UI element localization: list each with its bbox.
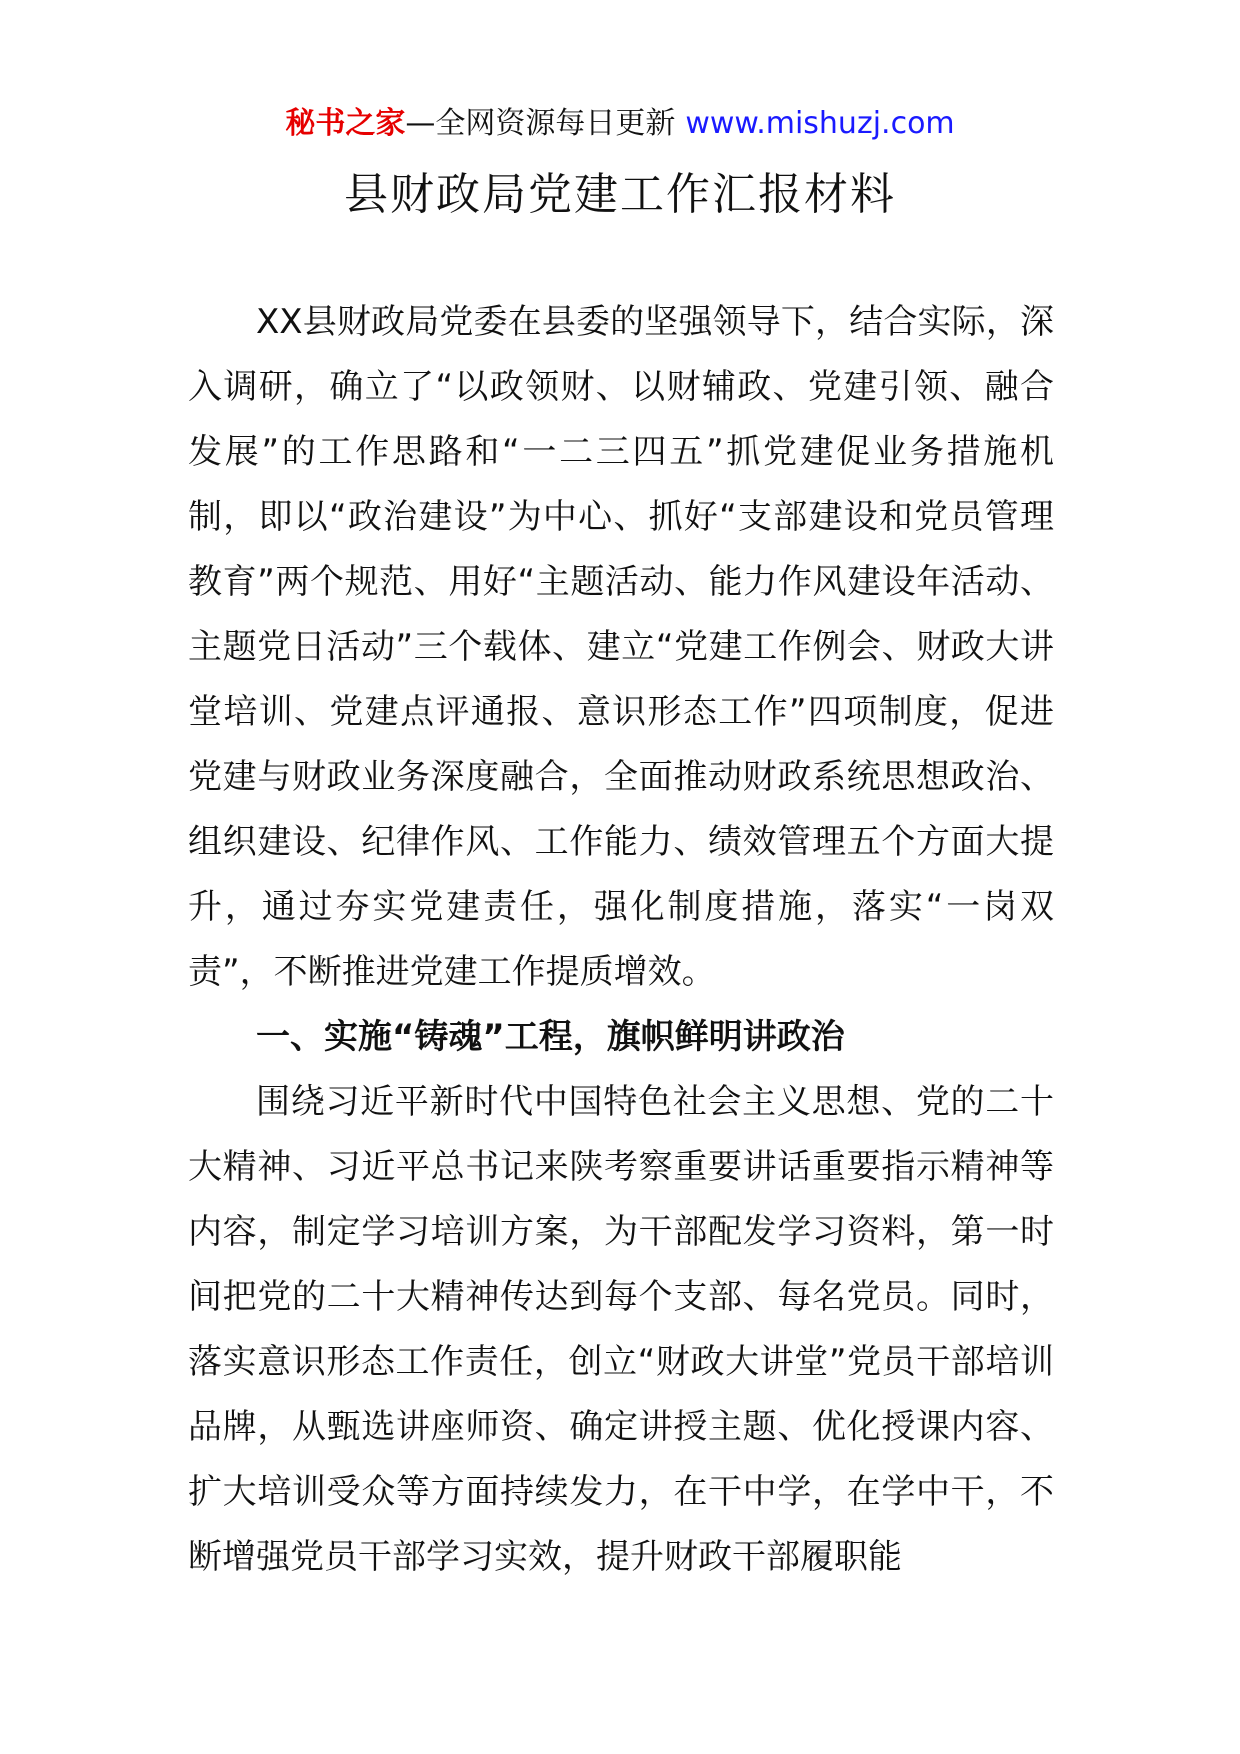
site-slogan: —全网资源每日更新 <box>405 106 676 141</box>
document-title: 县财政局党建工作汇报材料 <box>344 169 896 220</box>
brand-name: 秘书之家 <box>285 106 406 141</box>
document-body <box>188 290 1054 1590</box>
section-paragraph: 围绕习近平新时代中国特色社会主义思想、党的二十大精神、习近平总书记来陕考察重要讲话重要指示精神等内容，制定学习培训方案，为干部配发学习资料，第一时间把党的二十大精神传达到每个支部、每名党员。同时，落实意识形态工作责任，创立“财政大讲堂”党员干部培训品牌，从甄选讲座师资、确定讲授主题、优化授课内容、扩大培训受众等方面持续发力，在干中学，在学中干，不断增强党员干部学习实效，提升财政干部履职能 <box>188 1082 1054 1577</box>
site-header <box>0 100 1240 148</box>
site-url-link[interactable]: www.mishuzj.com <box>685 106 955 141</box>
intro-paragraph: XX县财政局党委在县委的坚强领导下，结合实际，深入调研，确立了“以政领财、以财辅政、党建引领、融合发展”的工作思路和“一二三四五”抓党建促业务措施机制，即以“政治建设”为中心、抓好“支部建设和党员管理教育”两个规范、用好“主题活动、能力作风建设年活动、主题党日活动”三个载体、建立“党建工作例会、财政大讲堂培训、党建点评通报、意识形态工作”四项制度，促进党建与财政业务深度融合，全面推动财政系统思想政治、组织建设、纪律作风、工作能力、绩效管理五个方面大提升，通过夯实党建责任，强化制度措施，落实“一岗双责”，不断推进党建工作提质增效。 <box>188 302 1054 992</box>
section-heading: 一、实施“铸魂”工程，旗帜鲜明讲政治 <box>256 1017 845 1057</box>
